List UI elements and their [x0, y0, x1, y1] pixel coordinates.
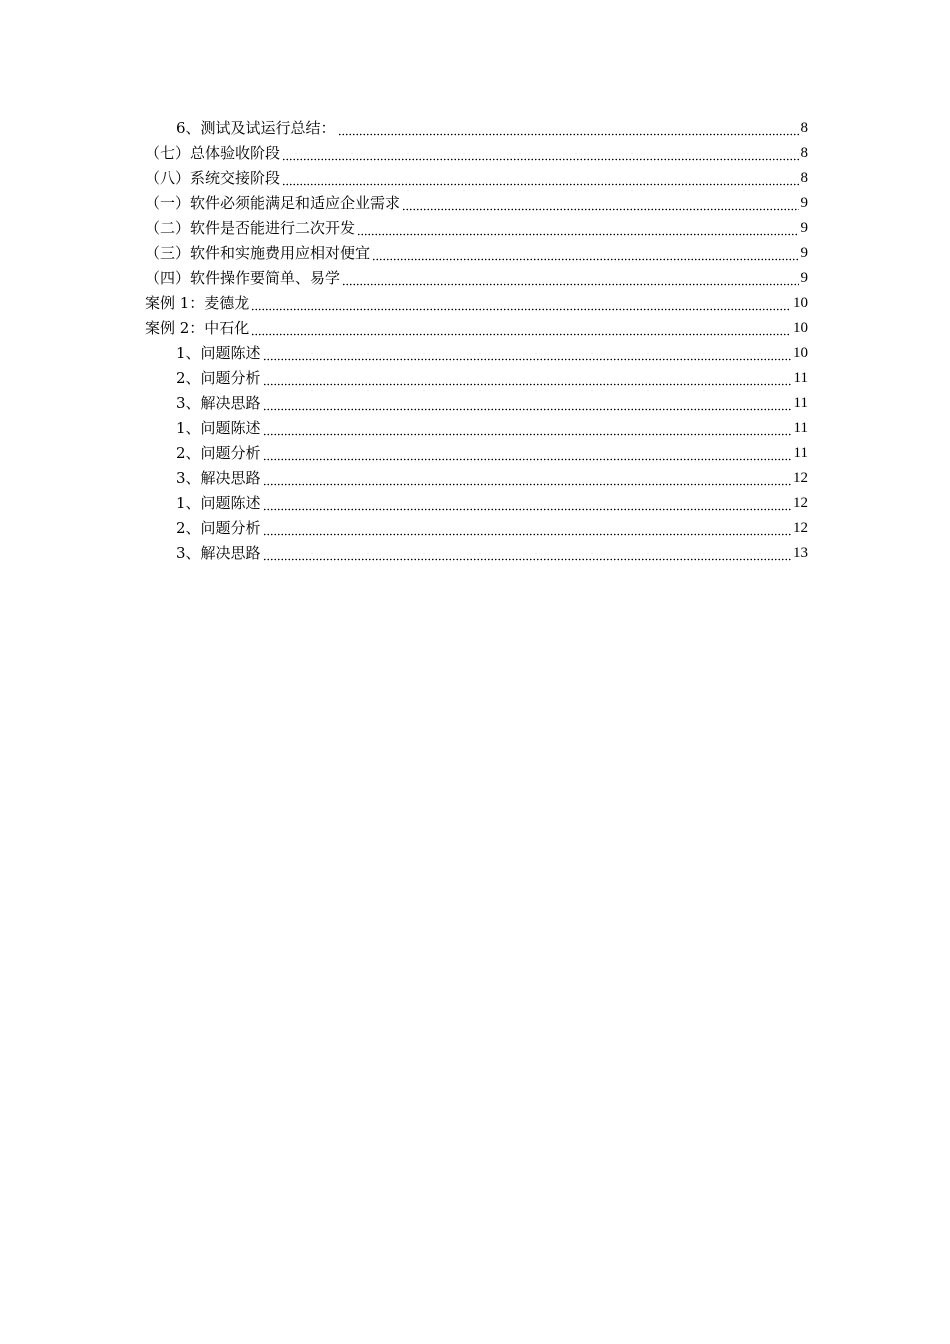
toc-entry[interactable] — [176, 416, 808, 441]
toc-dot-leader — [282, 141, 798, 166]
toc-dot-leader — [282, 166, 798, 191]
toc-entry-label: 3、解决思路 — [176, 544, 261, 562]
toc-entry[interactable] — [176, 341, 808, 366]
toc-entry-page-number: 9 — [800, 270, 808, 286]
toc-entry-page-number: 13 — [793, 545, 808, 561]
toc-dot-leader — [263, 466, 791, 491]
toc-dot-leader — [263, 491, 791, 516]
toc-entry-page-number: 11 — [793, 445, 808, 461]
toc-entry-page-number: 12 — [793, 495, 808, 511]
toc-entry[interactable] — [176, 491, 808, 516]
toc-dot-leader — [263, 366, 792, 391]
toc-entry-page-number: 10 — [793, 345, 808, 361]
toc-entry-label: 1、问题陈述 — [176, 419, 261, 437]
toc-entry-page-number: 8 — [800, 120, 808, 136]
toc-dot-leader — [263, 341, 791, 366]
toc-entry-page-number: 9 — [800, 245, 808, 261]
toc-entry-page-number: 10 — [793, 320, 808, 336]
toc-entry-label: 案例 2：中石化 — [145, 319, 250, 337]
toc-entry-label: 3、解决思路 — [176, 394, 261, 412]
toc-dot-leader — [251, 316, 791, 341]
toc-entry-page-number: 12 — [793, 470, 808, 486]
toc-entry-label: （四）软件操作要简单、易学 — [145, 269, 341, 287]
toc-entry-page-number: 11 — [793, 370, 808, 386]
toc-entry[interactable] — [145, 191, 808, 216]
toc-entry[interactable] — [145, 316, 808, 341]
toc-entry-page-number: 9 — [800, 220, 808, 236]
toc-dot-leader — [263, 516, 791, 541]
toc-entry-label: 案例 1：麦德龙 — [145, 294, 250, 312]
toc-entry-page-number: 10 — [793, 295, 808, 311]
toc-entry[interactable] — [145, 166, 808, 191]
toc-entry-page-number: 8 — [800, 145, 808, 161]
toc-entry-page-number: 9 — [800, 195, 808, 211]
toc-entry[interactable] — [145, 241, 808, 266]
toc-entry-label: 3、解决思路 — [176, 469, 261, 487]
toc-entry-label: 2、问题分析 — [176, 519, 261, 537]
toc-entry[interactable] — [145, 266, 808, 291]
toc-entry[interactable] — [176, 541, 808, 566]
toc-entry[interactable] — [145, 141, 808, 166]
toc-entry[interactable] — [176, 366, 808, 391]
toc-dot-leader — [357, 216, 798, 241]
toc-dot-leader — [263, 441, 792, 466]
toc-entry[interactable] — [145, 291, 808, 316]
toc-entry-label: 1、问题陈述 — [176, 494, 261, 512]
toc-entry-label: （八）系统交接阶段 — [145, 169, 281, 187]
toc-entry-label: 2、问题分析 — [176, 444, 261, 462]
toc-entry[interactable] — [176, 116, 808, 141]
toc-entry[interactable] — [176, 441, 808, 466]
toc-entry-label: 1、问题陈述 — [176, 344, 261, 362]
toc-dot-leader — [263, 416, 792, 441]
toc-entry-label: （二）软件是否能进行二次开发 — [145, 219, 356, 237]
toc-dot-leader — [263, 541, 791, 566]
toc-entry[interactable] — [176, 466, 808, 491]
toc-entry-label: （七）总体验收阶段 — [145, 144, 281, 162]
toc-entry-page-number: 11 — [793, 420, 808, 436]
toc-dot-leader — [263, 391, 792, 416]
toc-entry-label: （一）软件必须能满足和适应企业需求 — [145, 194, 401, 212]
toc-entry-label: （三）软件和实施费用应相对便宜 — [145, 244, 371, 262]
toc-entry-page-number: 11 — [793, 395, 808, 411]
toc-entry[interactable] — [145, 216, 808, 241]
toc-dot-leader — [342, 266, 798, 291]
toc-dot-leader — [372, 241, 798, 266]
toc-entry[interactable] — [176, 391, 808, 416]
toc-entry-page-number: 8 — [800, 170, 808, 186]
toc-dot-leader — [338, 116, 799, 141]
toc-entry-label: 2、问题分析 — [176, 369, 261, 387]
toc-entry-label: 6、测试及试运行总结： — [176, 119, 336, 137]
toc-entry[interactable] — [176, 516, 808, 541]
toc-entry-page-number: 12 — [793, 520, 808, 536]
toc-dot-leader — [402, 191, 798, 216]
toc-dot-leader — [251, 291, 791, 316]
